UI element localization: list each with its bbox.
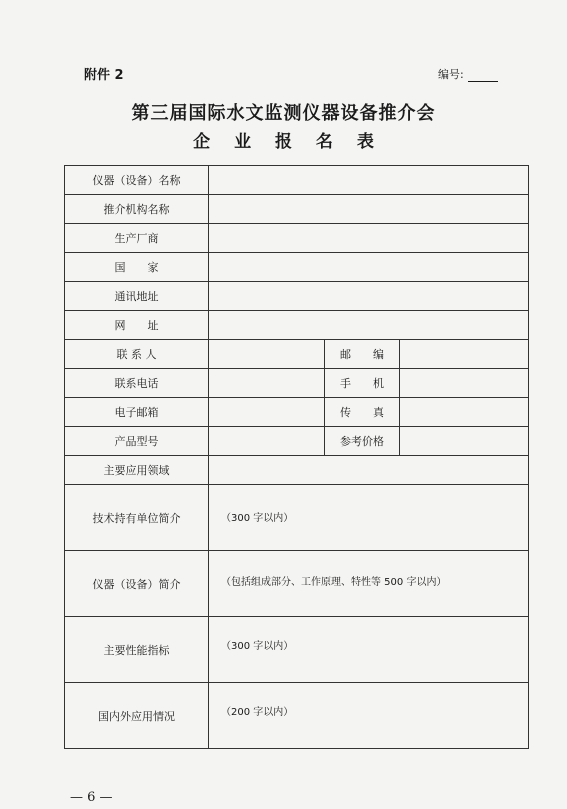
- website-label: 网 址: [65, 311, 209, 340]
- tech-holder-field[interactable]: （300 字以内）: [209, 485, 529, 551]
- ref-price-label: 参考价格: [325, 427, 400, 456]
- contact-label: 联 系 人: [65, 340, 209, 369]
- form-row: [65, 551, 529, 617]
- serial-number-blank[interactable]: [468, 71, 498, 82]
- attachment-label: 附件 2: [84, 68, 124, 83]
- form-row: [65, 427, 529, 456]
- registration-form-table: [64, 165, 529, 749]
- phone-field[interactable]: [209, 369, 325, 398]
- fax-field[interactable]: [400, 398, 529, 427]
- form-row: [65, 485, 529, 551]
- form-row: [65, 224, 529, 253]
- model-label: 产品型号: [65, 427, 209, 456]
- application-field-label: 主要应用领域: [65, 456, 209, 485]
- fax-label: 传 真: [325, 398, 400, 427]
- serial-number-field: [438, 66, 498, 82]
- ref-price-field[interactable]: [400, 427, 529, 456]
- postcode-field[interactable]: [400, 340, 529, 369]
- address-label: 通讯地址: [65, 282, 209, 311]
- form-row: [65, 340, 529, 369]
- mobile-label: 手 机: [325, 369, 400, 398]
- application-field-field[interactable]: [209, 456, 529, 485]
- performance-label: 主要性能指标: [65, 617, 209, 683]
- email-label: 电子邮箱: [65, 398, 209, 427]
- instrument-name-field[interactable]: [209, 166, 529, 195]
- usage-field[interactable]: （200 字以内）: [209, 683, 529, 749]
- instrument-name-label: 仪器（设备）名称: [65, 166, 209, 195]
- page-number: — 6 —: [70, 790, 113, 805]
- form-row: [65, 369, 529, 398]
- form-row: [65, 683, 529, 749]
- form-row: [65, 617, 529, 683]
- country-field[interactable]: [209, 253, 529, 282]
- recommender-field[interactable]: [209, 195, 529, 224]
- manufacturer-label: 生产厂商: [65, 224, 209, 253]
- postcode-label: 邮 编: [325, 340, 400, 369]
- contact-field[interactable]: [209, 340, 325, 369]
- serial-number-label: 编号:: [438, 68, 464, 81]
- instrument-intro-field[interactable]: （包括组成部分、工作原理、特性等 500 字以内）: [209, 551, 529, 617]
- country-label: 国 家: [65, 253, 209, 282]
- tech-holder-label: 技术持有单位简介: [65, 485, 209, 551]
- form-row: [65, 456, 529, 485]
- address-field[interactable]: [209, 282, 529, 311]
- model-field[interactable]: [209, 427, 325, 456]
- phone-label: 联系电话: [65, 369, 209, 398]
- usage-label: 国内外应用情况: [65, 683, 209, 749]
- manufacturer-field[interactable]: [209, 224, 529, 253]
- form-row: [65, 311, 529, 340]
- page-subtitle: 企 业 报 名 表: [193, 132, 383, 152]
- form-row: [65, 282, 529, 311]
- page-title: 第三届国际水文监测仪器设备推介会: [131, 103, 436, 124]
- form-row: [65, 166, 529, 195]
- mobile-field[interactable]: [400, 369, 529, 398]
- form-row: [65, 398, 529, 427]
- email-field[interactable]: [209, 398, 325, 427]
- website-field[interactable]: [209, 311, 529, 340]
- instrument-intro-label: 仪器（设备）简介: [65, 551, 209, 617]
- form-row: [65, 253, 529, 282]
- form-row: [65, 195, 529, 224]
- recommender-label: 推介机构名称: [65, 195, 209, 224]
- performance-field[interactable]: （300 字以内）: [209, 617, 529, 683]
